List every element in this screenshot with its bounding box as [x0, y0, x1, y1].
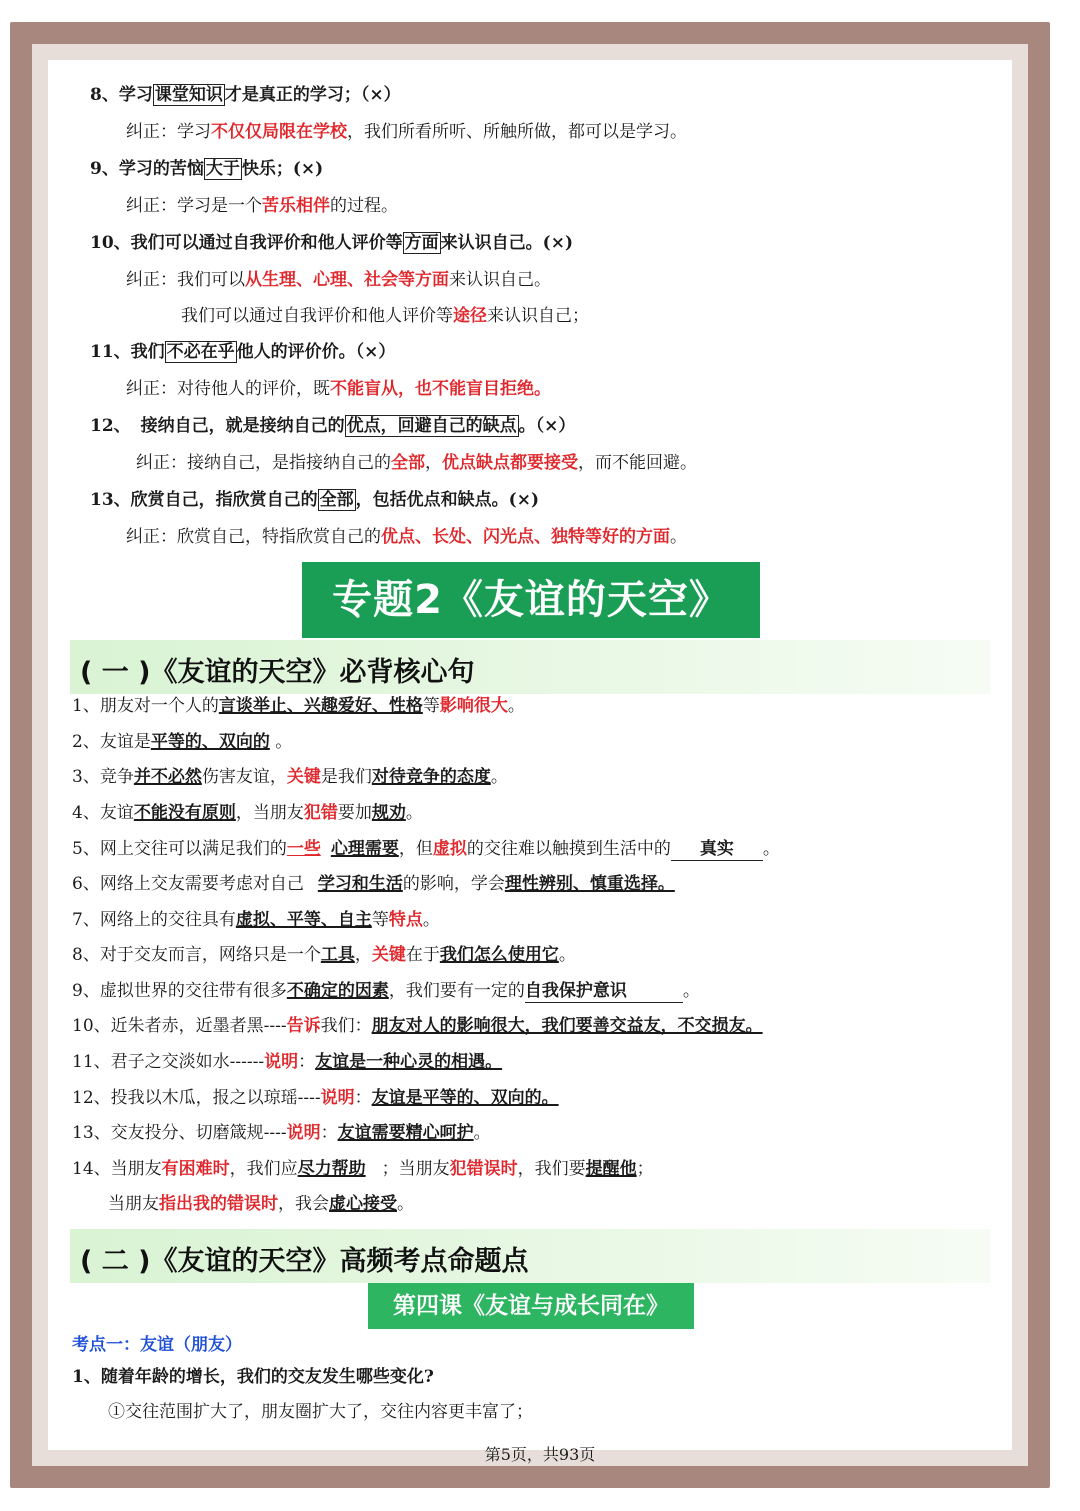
item-12: 12、 接纳自己，就是接纳自己的 优点，回避自己的缺点 。（×） [90, 416, 576, 436]
core-line-6: 6、网络上交友需要考虑对自己 学习和生活的影响，学会理性辨别、慎重选择。 [72, 874, 675, 894]
core-line-5: 5、网上交往可以满足我们的一些 心理需要，但虚拟的交往难以触摸到生活中的 真实 。 [72, 839, 780, 859]
item-8: 8、学习 课堂知识 才是真正的学习；（×） [90, 85, 401, 105]
section-2-title: ( 二 )《友谊的天空》高频考点命题点 [80, 1246, 529, 1277]
core-line-3: 3、竞争并不必然伤害友谊，关键是我们对待竞争的态度。 [72, 767, 508, 787]
correction-12: 纠正：接纳自己，是指接纳自己的全部，优点缺点都要接受，而不能回避。 [136, 453, 697, 473]
section-1-title: ( 一 )《友谊的天空》必背核心句 [80, 657, 475, 688]
core-line-1: 1、朋友对一个人的言谈举止、兴趣爱好、性格等影响很大。 [72, 696, 525, 716]
correction-10a: 纠正：我们可以从生理、心理、社会等方面来认识自己。 [126, 270, 551, 290]
core-line-4: 4、友谊不能没有原则，当朋友犯错要加规劝。 [72, 803, 423, 823]
section-2-bar [70, 1229, 990, 1283]
core-line-14: 14、当朋友有困难时，我们应尽力帮助 ；当朋友犯错误时，我们要提醒他； [72, 1159, 654, 1179]
core-line-7: 7、网络上的交往具有虚拟、平等、自主等特点。 [72, 910, 440, 930]
correction-8: 纠正：学习不仅仅局限在学校，我们所看所听、所触所做，都可以是学习。 [126, 122, 687, 142]
item-13: 13、欣赏自己，指欣赏自己的 全部 ，包括优点和缺点。(×) [90, 490, 540, 510]
core-line-9: 9、虚拟世界的交往带有很多不确定的因素，我们要有一定的自我保护意识 。 [72, 981, 700, 1001]
core-line-13: 13、交友投分、切磨箴规----说明：友谊需要精心呵护。 [72, 1123, 491, 1143]
core-line-14b: 当朋友指出我的错误时，我会虚心接受。 [108, 1194, 414, 1214]
question-1: 1、随着年龄的增长，我们的交友发生哪些变化? [72, 1367, 434, 1387]
lesson-banner: 第四课《友谊与成长同在》 [368, 1283, 694, 1329]
correction-10b: 我们可以通过自我评价和他人评价等途径来认识自己； [181, 306, 589, 326]
page-footer: 第5页，共93页 [484, 1445, 596, 1464]
item-9: 9、学习的苦恼 大于 快乐；(×) [90, 159, 324, 179]
answer-1: ①交往范围扩大了，朋友圈扩大了，交往内容更丰富了； [108, 1402, 533, 1422]
item-10: 10、我们可以通过自我评价和他人评价等 方面 来认识自己。(×) [90, 233, 574, 253]
correction-9: 纠正：学习是一个苦乐相伴的过程。 [126, 196, 398, 216]
core-line-12: 12、投我以木瓜，报之以琼瑶----说明：友谊是平等的、双向的。 [72, 1088, 559, 1108]
correction-11: 纠正：对待他人的评价，既不能盲从，也不能盲目拒绝。 [126, 379, 551, 399]
item-11: 11、我们 不必在乎 他人的评价价。（×） [90, 342, 396, 362]
core-line-10: 10、近朱者赤，近墨者黑----告诉我们：朋友对人的影响很大，我们要善交益友，不交损友。 [72, 1016, 763, 1036]
correction-13: 纠正：欣赏自己，特指欣赏自己的优点、长处、闪光点、独特等好的方面。 [126, 527, 687, 547]
kaodian-heading: 考点一：友谊（朋友） [72, 1335, 242, 1355]
section-1-bar [70, 640, 990, 694]
core-line-11: 11、君子之交淡如水------说明：友谊是一种心灵的相遇。 [72, 1052, 503, 1072]
core-line-8: 8、对于交友而言，网络只是一个工具，关键在于我们怎么使用它。 [72, 945, 576, 965]
core-line-2: 2、友谊是平等的、双向的 。 [72, 732, 293, 752]
topic-banner: 专题2《友谊的天空》 [302, 562, 760, 638]
